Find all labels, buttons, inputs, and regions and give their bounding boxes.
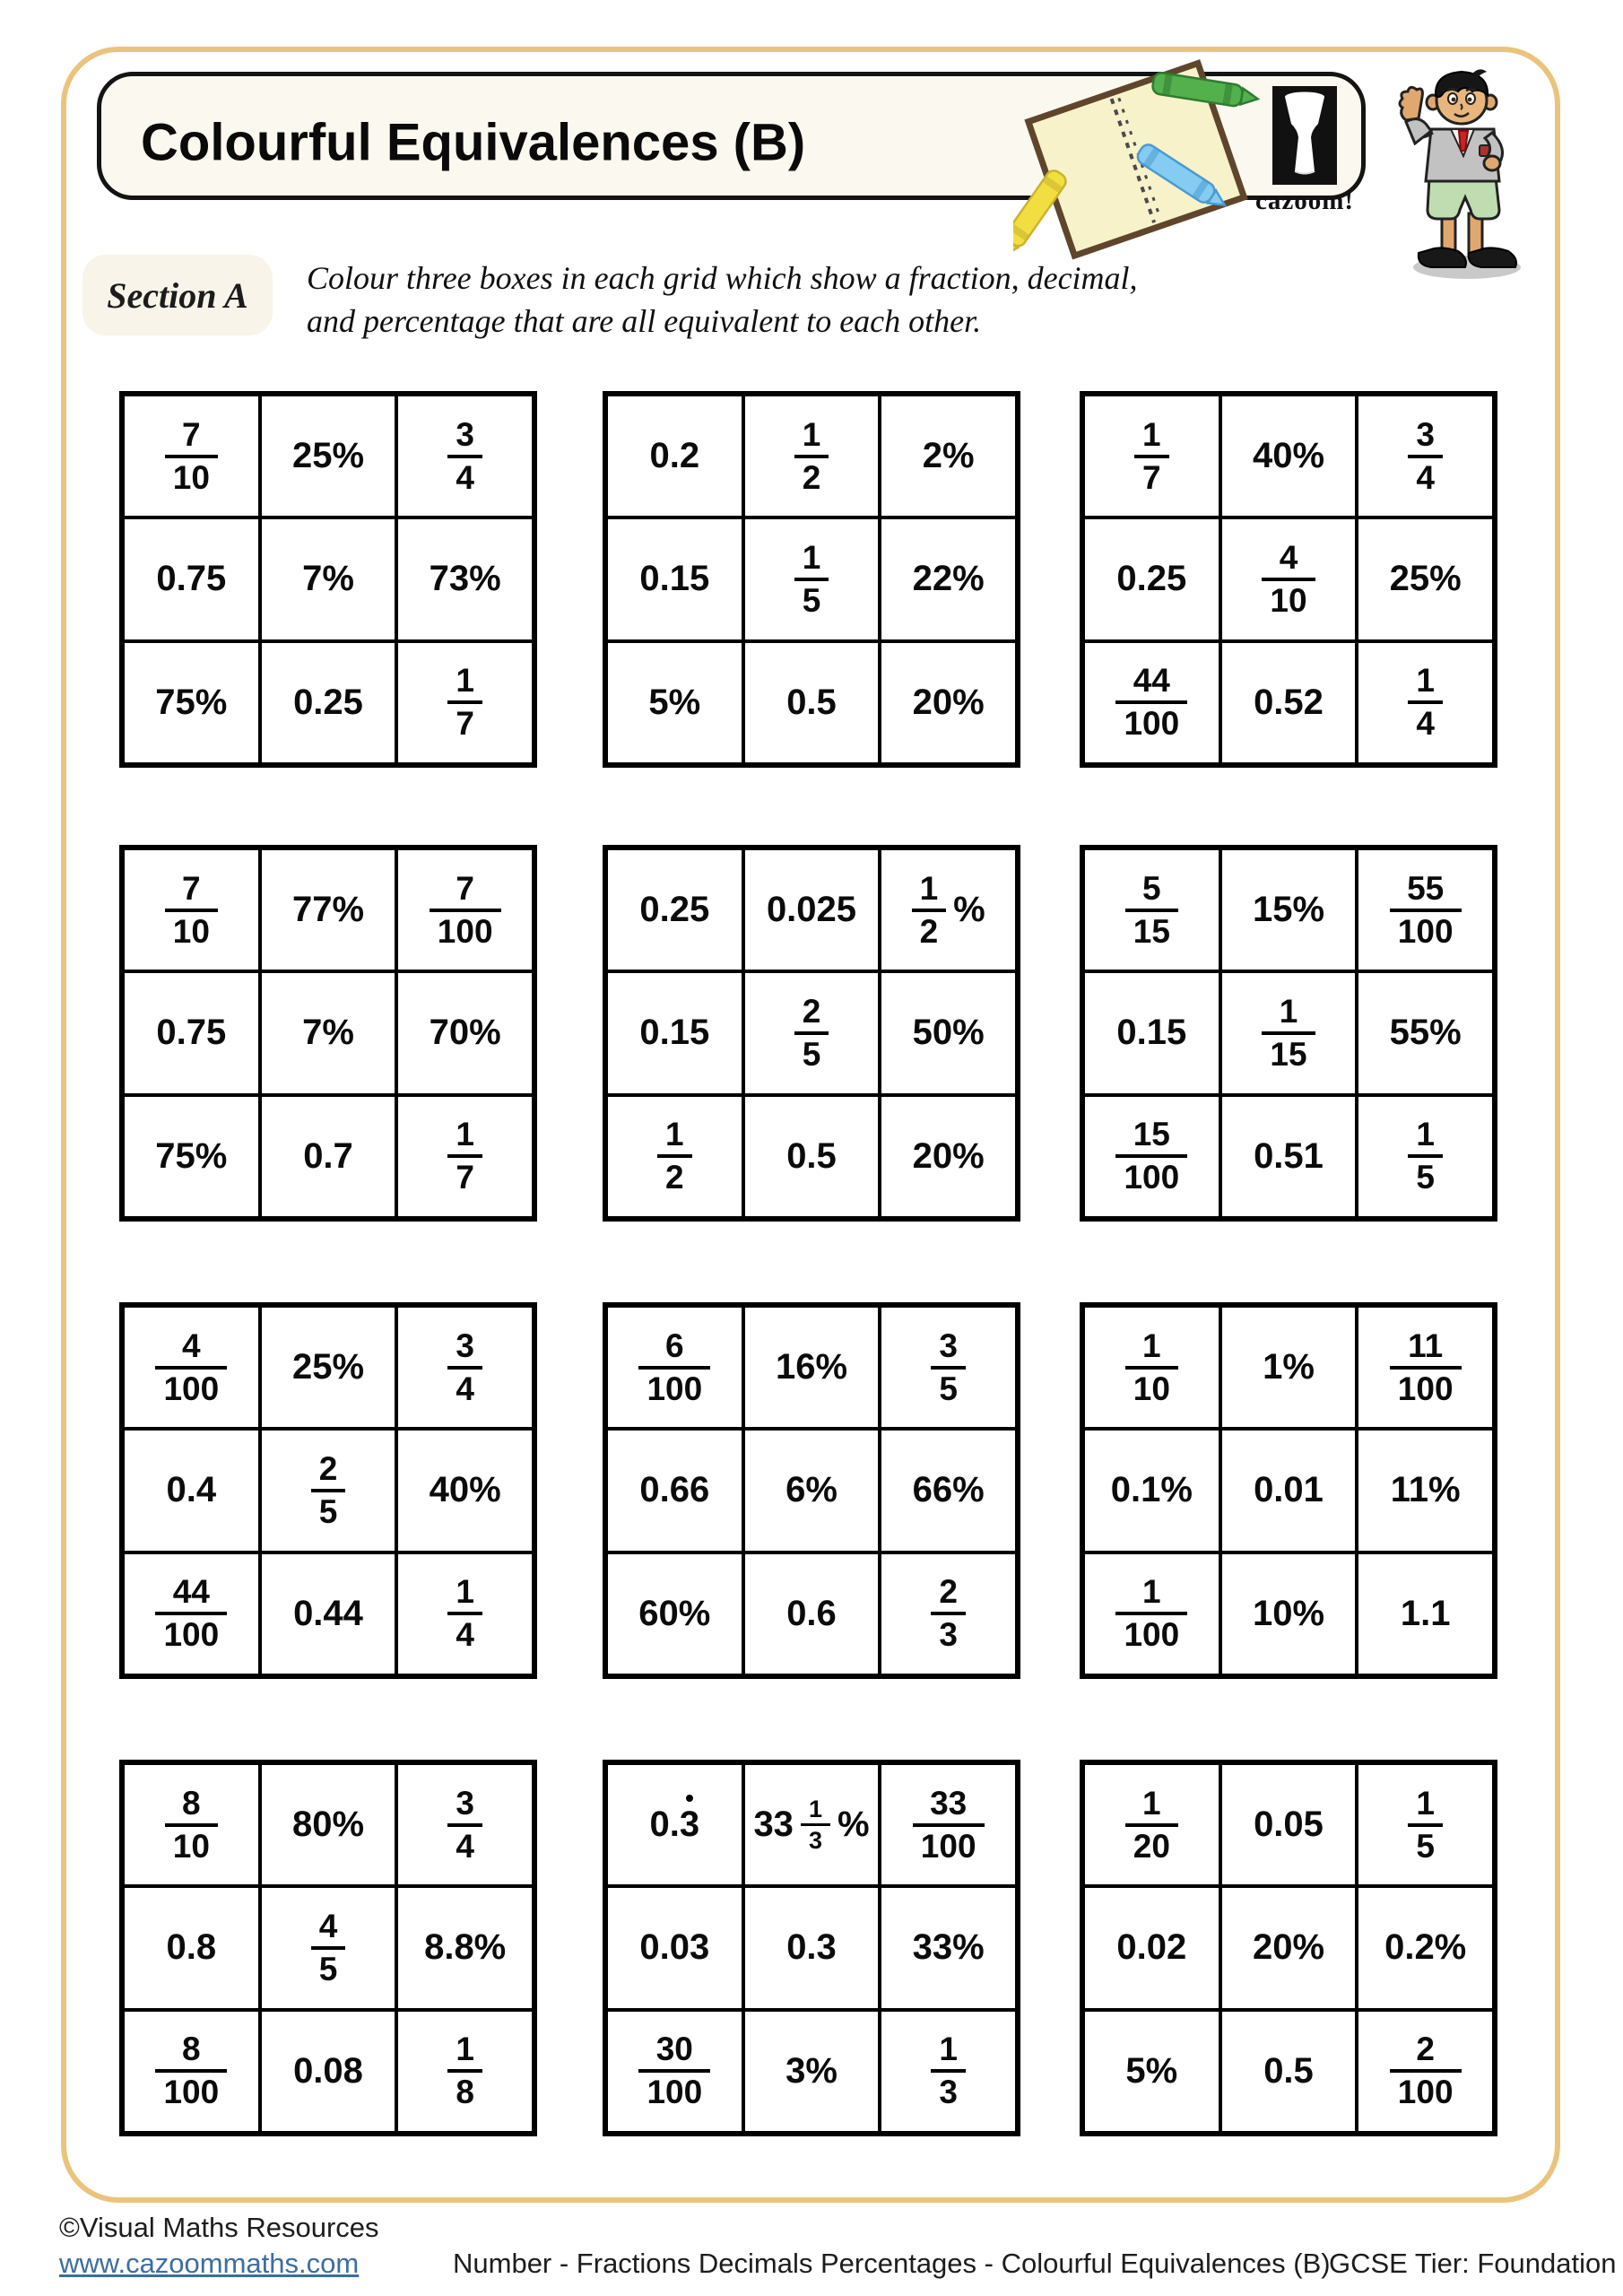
grid-cell[interactable]: 33 $\frac{1}{3}$ % [743,1763,881,1886]
grid-cell[interactable]: $\frac{2}{100}$ [1357,2010,1494,2133]
notebook-crayons-illustration [1013,36,1273,278]
grid-cell[interactable]: $\frac{55}{100}$ [1357,848,1494,971]
grid-cell[interactable]: 25% [260,395,397,517]
grid-cell[interactable]: 1% [1220,1306,1358,1429]
grid-cell[interactable]: 0.5 [1220,2010,1358,2133]
grid-cell[interactable]: $\frac{1}{2}$ [743,395,881,517]
cazoom-logo-text: cazoom! [1254,187,1355,215]
grid-cell[interactable]: 0.44 [260,1552,397,1675]
grid-cell[interactable]: 0.52 [1220,641,1358,764]
grid-cell[interactable]: 5% [606,641,743,764]
grid-cell[interactable]: 3% [743,2010,881,2133]
grid-cell[interactable]: 0.75 [123,517,260,640]
grid-cell[interactable]: $\frac{3}{4}$ [1357,395,1494,517]
page-title: Colourful Equivalences (B) [141,113,806,172]
grid-cell[interactable]: 8.8% [396,1886,534,2009]
grid-cell[interactable]: $\frac{1}{3}$ [880,2010,1017,2133]
grid-cell[interactable]: $\frac{6}{100}$ [606,1306,743,1429]
grid-cell[interactable]: 50% [880,971,1017,1094]
grid-cell[interactable]: $\frac{1}{7}$ [396,1095,534,1218]
grid-cell[interactable]: 22% [880,517,1017,640]
grid-cell[interactable]: 0.15 [606,971,743,1094]
grid-cell[interactable]: $\frac{1}{10}$ [1083,1306,1220,1429]
grid-cell[interactable]: $\frac{7}{10}$ [123,848,260,971]
grid-cell[interactable]: $\frac{1}{20}$ [1083,1763,1220,1886]
grid-cell[interactable]: $\frac{3}{4}$ [396,1763,534,1886]
grid-cell[interactable]: 0.75 [123,971,260,1094]
instruction-text [307,257,1311,343]
grid-cell[interactable]: 2% [880,395,1017,517]
grid-cell[interactable]: 7% [260,971,397,1094]
grid-cell[interactable]: $\frac{1}{15}$ [1220,971,1358,1094]
grid-cell[interactable]: 0.08 [260,2010,397,2133]
grid-cell[interactable]: 33% [880,1886,1017,2009]
student-character-illustration [1379,63,1541,287]
grid-cell[interactable]: 0.03 [606,1886,743,2009]
grid-cell[interactable]: $\frac{30}{100}$ [606,2010,743,2133]
grid-cell[interactable]: $\frac{1}{8}$ [396,2010,534,2133]
grid-cell[interactable]: 0.5 [743,1095,881,1218]
grid-cell[interactable]: 55% [1357,971,1494,1094]
grid-cell[interactable]: $\frac{7}{100}$ [396,848,534,971]
cazoom-djembe-icon [1272,86,1337,185]
grid-cell[interactable]: $\frac{3}{4}$ [396,395,534,517]
equivalence-grid-5 [603,845,1020,1222]
waving-hand [1400,87,1422,120]
equivalence-grid-2 [603,391,1020,768]
grid-cell[interactable]: $\frac{3}{5}$ [880,1306,1017,1429]
equivalence-grid-11 [603,1760,1020,2136]
grid-cell[interactable]: 0.025 [743,848,881,971]
grid-cell[interactable]: 20% [880,641,1017,764]
grid-cell[interactable]: $\frac{2}{3}$ [880,1552,1017,1675]
grid-cell[interactable]: $\frac{2}{5}$ [260,1429,397,1552]
grid-cell[interactable]: 0.6 [743,1552,881,1675]
grid-cell[interactable]: $\frac{1}{7}$ [396,641,534,764]
grid-cell[interactable]: 0.2% [1357,1886,1494,2009]
grid-cell[interactable]: 80% [260,1763,397,1886]
instruction-line-2: and percentage that are all equivalent to each other. [307,303,982,339]
equivalence-grid-10 [119,1760,537,2136]
grid-cell[interactable]: $\frac{8}{10}$ [123,1763,260,1886]
footer-website-link[interactable]: www.cazoommaths.com [59,2248,360,2279]
grid-cell[interactable]: $\frac{1}{4}$ [1357,641,1494,764]
grid-cell[interactable]: 75% [123,1095,260,1218]
cazoom-logo [1237,86,1372,221]
equivalence-grid-7 [119,1302,537,1679]
grid-cell[interactable]: 0.15 [606,517,743,640]
grid-cell[interactable]: 40% [1220,395,1358,517]
grid-cell[interactable]: 70% [396,971,534,1094]
grid-cell[interactable]: 0.15 [1083,971,1220,1094]
grid-cell[interactable]: 0.51 [1220,1095,1358,1218]
grid-cell[interactable]: $\frac{15}{100}$ [1083,1095,1220,1218]
grid-cell[interactable]: $\frac{4}{5}$ [260,1886,397,2009]
grid-cell[interactable]: $\frac{2}{5}$ [743,971,881,1094]
equivalence-grid-1 [119,391,537,768]
grid-cell[interactable]: 0.01 [1220,1429,1358,1552]
grid-cell[interactable]: 7% [260,517,397,640]
equivalence-grid-9 [1080,1302,1497,1679]
grid-cell[interactable]: $\frac{1}{5}$ [1357,1763,1494,1886]
footer-copyright: ©Visual Maths Resources [59,2212,379,2243]
grid-cell[interactable]: $\frac{8}{100}$ [123,2010,260,2133]
equivalence-grid-12 [1080,1760,1497,2136]
grid-cell[interactable]: 5% [1083,2010,1220,2133]
footer-worksheet-title: Number - Fractions Decimals Percentages - Colourful Equivalences (B) [453,2248,1331,2279]
grid-cell[interactable]: 25% [260,1306,397,1429]
grid-cell[interactable]: $\frac{4}{100}$ [123,1306,260,1429]
grid-cell[interactable]: $\frac{44}{100}$ [123,1552,260,1675]
grid-cell[interactable]: 0.66 [606,1429,743,1552]
grid-cell[interactable]: 0.25 [260,641,397,764]
grid-cell[interactable]: $\frac{1}{2}$ % [880,848,1017,971]
grid-cell[interactable]: $\frac{33}{100}$ [880,1763,1017,1886]
equivalence-grid-8 [603,1302,1020,1679]
grid-cell[interactable]: $\frac{5}{15}$ [1083,848,1220,971]
instruction-line-1: Colour three boxes in each grid which show a fraction, decimal, [307,260,1138,296]
grid-cell[interactable]: 0.1% [1083,1429,1220,1552]
grid-cell[interactable]: 60% [606,1552,743,1675]
grid-cell[interactable]: 0.7 [260,1095,397,1218]
grid-cell[interactable]: $\frac{1}{5}$ [743,517,881,640]
grid-cell[interactable]: 20% [880,1095,1017,1218]
grid-cell[interactable]: $\frac{1}{5}$ [1357,1095,1494,1218]
grid-cell[interactable]: $\frac{1}{4}$ [396,1552,534,1675]
grid-cell[interactable]: 0.05 [1220,1763,1358,1886]
grid-cell[interactable]: $\frac{1}{7}$ [1083,395,1220,517]
grid-cell[interactable]: 0.02 [1083,1886,1220,2009]
grid-cell[interactable]: 0.3 [606,1763,743,1886]
grid-cell[interactable]: 66% [880,1429,1017,1552]
footer-tier-label: GCSE Tier: Foundation [1329,2248,1617,2279]
grid-cell[interactable]: 0.8 [123,1886,260,2009]
equivalence-grid-4 [119,845,537,1222]
grid-cell[interactable]: $\frac{1}{100}$ [1083,1552,1220,1675]
grid-cell[interactable]: 25% [1357,517,1494,640]
grid-cell[interactable]: 73% [396,517,534,640]
grid-cell[interactable]: 0.2 [606,395,743,517]
grid-cell[interactable]: 11% [1357,1429,1494,1552]
equivalence-grid-3 [1080,391,1497,768]
grid-cell[interactable]: $\frac{7}{10}$ [123,395,260,517]
equivalence-grid-6 [1080,845,1497,1222]
grid-cell[interactable]: $\frac{1}{2}$ [606,1095,743,1218]
grid-cell[interactable]: 0.3 [743,1886,881,2009]
grid-cell[interactable]: 77% [260,848,397,971]
grid-cell[interactable]: $\frac{4}{10}$ [1220,517,1358,640]
grid-cell[interactable]: 1.1 [1357,1552,1494,1675]
grid-cell[interactable]: 6% [743,1429,881,1552]
grid-cell[interactable]: $\frac{44}{100}$ [1083,641,1220,764]
grid-cell[interactable]: 75% [123,641,260,764]
grid-cell[interactable]: 0.25 [1083,517,1220,640]
grid-cell[interactable]: 16% [743,1306,881,1429]
grid-cell[interactable]: 10% [1220,1552,1358,1675]
grid-cell[interactable]: 0.25 [606,848,743,971]
section-a-badge [82,255,273,335]
section-a-label: Section A [107,274,248,316]
grid-cell[interactable]: $\frac{11}{100}$ [1357,1306,1494,1429]
grid-cell[interactable]: 0.5 [743,641,881,764]
grid-cell[interactable]: 15% [1220,848,1358,971]
grid-cell[interactable]: 40% [396,1429,534,1552]
grid-cell[interactable]: 20% [1220,1886,1358,2009]
grid-cell[interactable]: $\frac{3}{4}$ [396,1306,534,1429]
grid-cell[interactable]: 0.4 [123,1429,260,1552]
